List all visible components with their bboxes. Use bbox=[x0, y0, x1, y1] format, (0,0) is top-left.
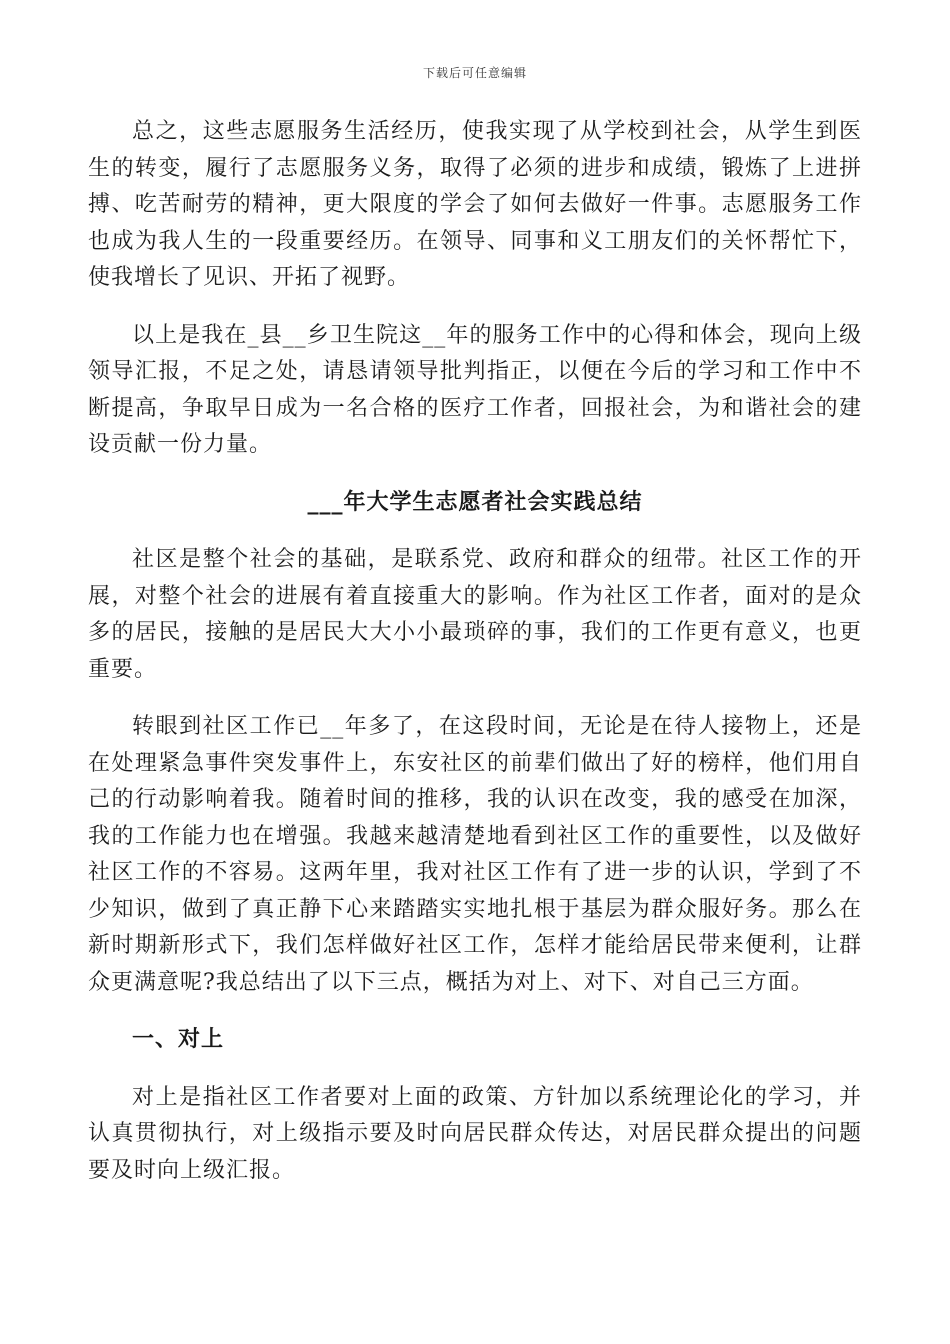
page-header-note: 下载后可任意编辑 bbox=[422, 66, 527, 80]
document-body bbox=[88, 114, 862, 1189]
section-title: ___年大学生志愿者社会实践总结 bbox=[307, 489, 643, 515]
paragraph-community-intro: 社区是整个社会的基础，是联系党、政府和群众的纽带。社区工作的开展，对整个社会的进展有着直接重大的影响。作为社区工作者，面对的是众多的居民，接触的是居民大大小小最琐碎的事，我们的工作更有意义，也更重要。 bbox=[88, 547, 862, 682]
paragraph-upward-duty: 对上是指社区工作者要对上面的政策、方针加以系统理论化的学习，并认真贯彻执行，对上级指示要及时向居民群众传达，对居民群众提出的问题要及时向上级汇报。 bbox=[88, 1084, 862, 1183]
paragraph-gap bbox=[88, 297, 862, 318]
subsection-heading: 一、对上 bbox=[132, 1027, 225, 1052]
paragraph-gap bbox=[88, 688, 862, 709]
paragraph-report: 以上是我在_县__乡卫生院这__年的服务工作中的心得和体会，现向上级领导汇报，不足之处，请恳请领导批判指正，以便在今后的学习和工作中不断提高，争取早日成为一名合格的医疗工作者，回报社会，为和谐社会的建设贡献一份力量。 bbox=[88, 322, 862, 457]
paragraph-work-experience: 转眼到社区工作已__年多了，在这段时间，无论是在待人接物上，还是在处理紧急事件突发事件上，东安社区的前辈们做出了好的榜样，他们用自己的行动影响着我。随着时间的推移，我的认识在改变，我的感受在加深，我的工作能力也在增强。我越来越清楚地看到社区工作的重要性，以及做好社区工作的不容易。这两年里，我对社区工作有了进一步的认识，学到了不少知识，做到了真正静下心来踏踏实实地扎根于基层为群众服好务。那么在新时期新形式下，我们怎样做好社区工作，怎样才能给居民带来便利，让群众更满意呢?我总结出了以下三点，概括为对上、对下、对自己三方面。 bbox=[88, 714, 862, 995]
paragraph-gap bbox=[88, 1059, 862, 1080]
paragraph-summary: 总之，这些志愿服务生活经历，使我实现了从学校到社会，从学生到医生的转变，履行了志愿服务义务，取得了必须的进步和成绩，锻炼了上进拼搏、吃苦耐劳的精神，更大限度的学会了如何去做好一件事。志愿服务工作也成为我人生的一段重要经历。在领导、同事和义工朋友们的关怀帮忙下，使我增长了见识、开拓了视野。 bbox=[88, 119, 862, 290]
paragraph-gap bbox=[88, 521, 862, 542]
paragraph-gap bbox=[88, 464, 862, 485]
paragraph-gap bbox=[88, 1001, 862, 1022]
